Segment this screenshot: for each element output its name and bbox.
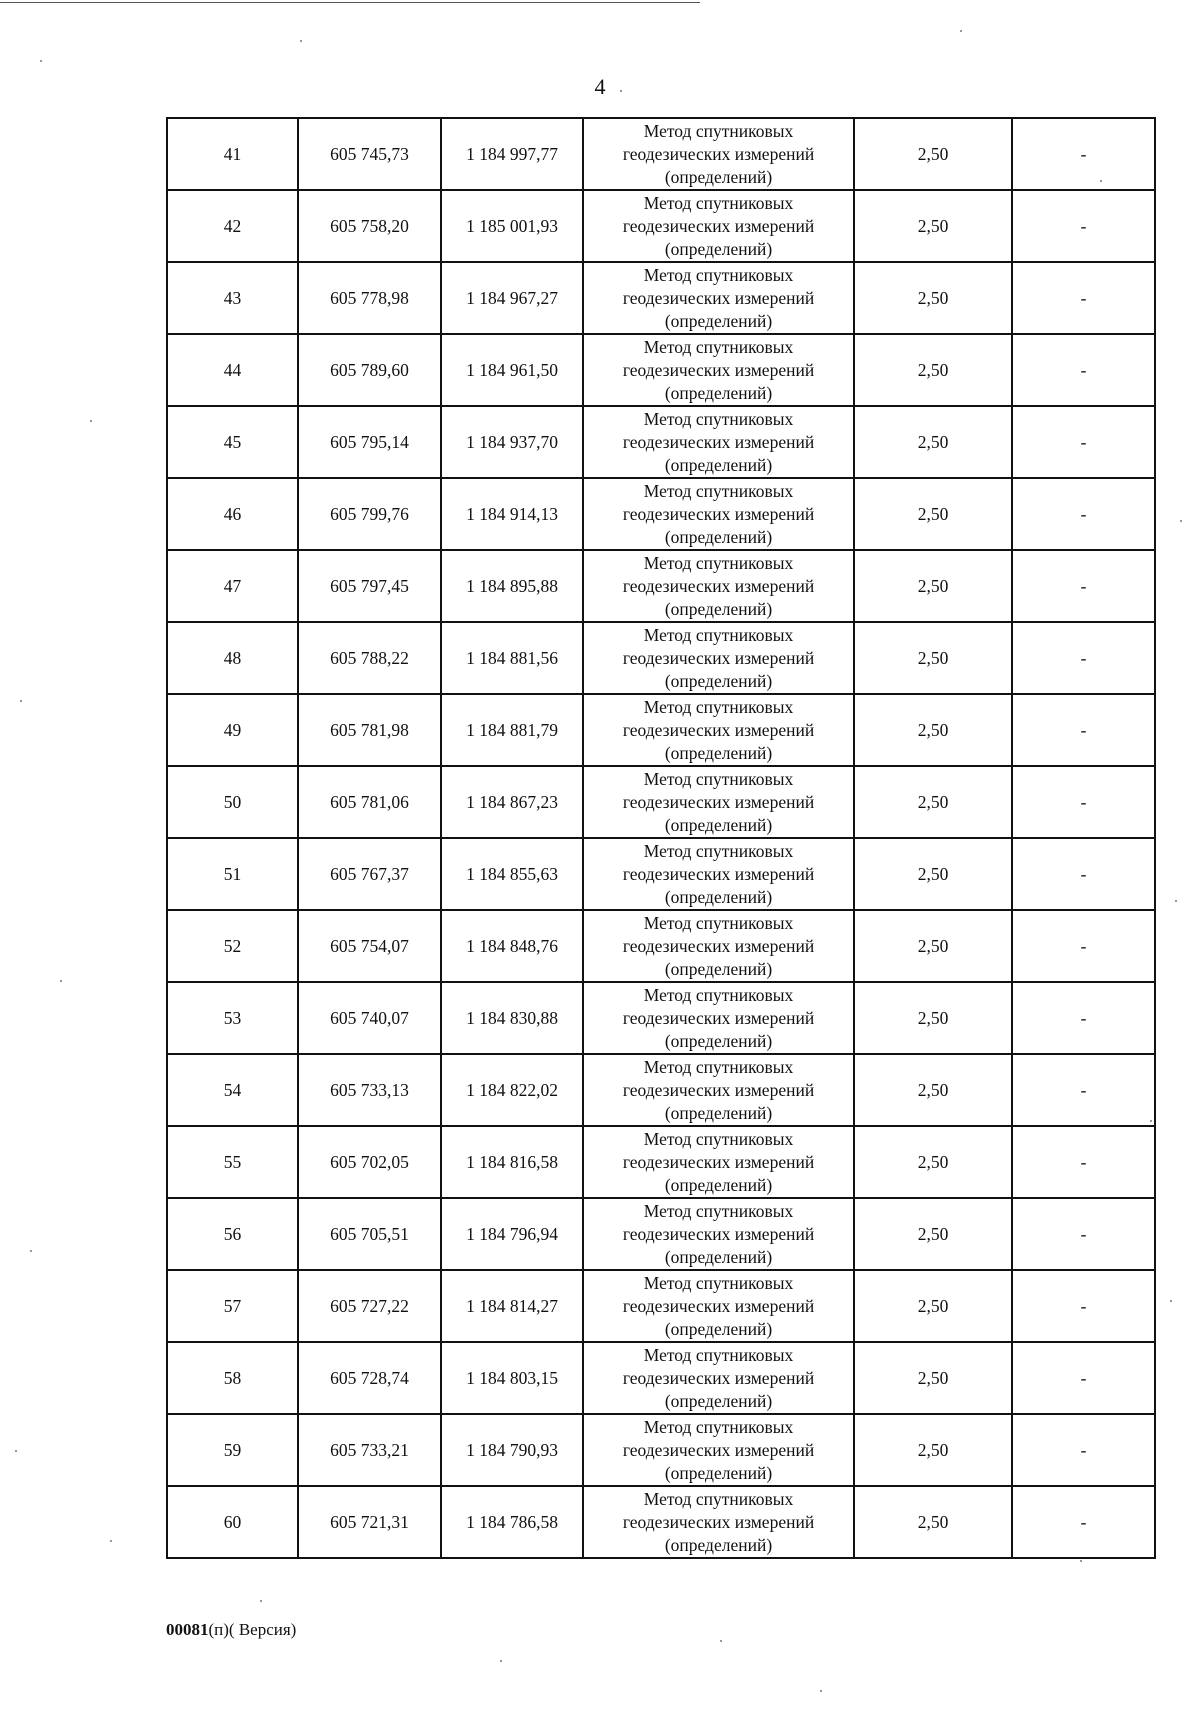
method-line: Метод спутниковых <box>643 840 794 861</box>
x-coordinate-cell: 605 789,60 <box>298 334 441 406</box>
method-line: Метод спутниковых <box>643 1344 794 1365</box>
accuracy-cell: 2,50 <box>854 190 1012 262</box>
x-coordinate-cell: 605 778,98 <box>298 262 441 334</box>
accuracy-cell: 2,50 <box>854 1342 1012 1414</box>
method-line: Метод спутниковых <box>643 408 794 429</box>
x-coordinate-cell: 605 799,76 <box>298 478 441 550</box>
method-line: Метод спутниковых <box>643 984 794 1005</box>
table-row <box>167 478 1155 550</box>
method-line: Метод спутниковых <box>643 624 794 645</box>
method-line: геодезических измерений <box>622 287 815 308</box>
x-coordinate-cell: 605 754,07 <box>298 910 441 982</box>
method-line: геодезических измерений <box>622 1079 815 1100</box>
method-line: геодезических измерений <box>622 935 815 956</box>
table-row <box>167 118 1155 190</box>
method-line: геодезических измерений <box>622 1439 815 1460</box>
y-coordinate-cell: 1 185 001,93 <box>441 190 583 262</box>
method-line: Метод спутниковых <box>643 1056 794 1077</box>
method-line: (определений) <box>664 1462 773 1483</box>
y-coordinate-cell: 1 184 816,58 <box>441 1126 583 1198</box>
x-coordinate-cell: 605 705,51 <box>298 1198 441 1270</box>
y-coordinate-cell: 1 184 867,23 <box>441 766 583 838</box>
table-row <box>167 622 1155 694</box>
x-coordinate-cell: 605 721,31 <box>298 1486 441 1558</box>
method-line: (определений) <box>664 886 773 907</box>
method-line: Метод спутниковых <box>643 120 794 141</box>
method-line: (определений) <box>664 670 773 691</box>
table-row <box>167 910 1155 982</box>
method-cell <box>583 910 854 982</box>
y-coordinate-cell: 1 184 997,77 <box>441 118 583 190</box>
method-line: (определений) <box>664 382 773 403</box>
x-coordinate-cell: 605 702,05 <box>298 1126 441 1198</box>
accuracy-cell: 2,50 <box>854 1198 1012 1270</box>
point-number-cell: 52 <box>167 910 298 982</box>
note-cell: - <box>1012 766 1155 838</box>
y-coordinate-cell: 1 184 786,58 <box>441 1486 583 1558</box>
method-line: геодезических измерений <box>622 359 815 380</box>
method-cell <box>583 1198 854 1270</box>
method-line: (определений) <box>664 1174 773 1195</box>
scan-speck <box>820 1690 822 1692</box>
method-cell <box>583 262 854 334</box>
accuracy-cell: 2,50 <box>854 694 1012 766</box>
method-cell <box>583 478 854 550</box>
table-row <box>167 1054 1155 1126</box>
x-coordinate-cell: 605 745,73 <box>298 118 441 190</box>
accuracy-cell: 2,50 <box>854 910 1012 982</box>
method-cell <box>583 334 854 406</box>
method-cell <box>583 1054 854 1126</box>
table-row <box>167 1126 1155 1198</box>
note-cell: - <box>1012 550 1155 622</box>
x-coordinate-cell: 605 728,74 <box>298 1342 441 1414</box>
note-cell: - <box>1012 190 1155 262</box>
point-number-cell: 45 <box>167 406 298 478</box>
method-line: геодезических измерений <box>622 1223 815 1244</box>
x-coordinate-cell: 605 767,37 <box>298 838 441 910</box>
method-line: (определений) <box>664 454 773 475</box>
note-cell: - <box>1012 334 1155 406</box>
method-line: Метод спутниковых <box>643 768 794 789</box>
x-coordinate-cell: 605 740,07 <box>298 982 441 1054</box>
y-coordinate-cell: 1 184 881,79 <box>441 694 583 766</box>
accuracy-cell: 2,50 <box>854 622 1012 694</box>
scan-speck <box>15 1450 17 1452</box>
table-row <box>167 406 1155 478</box>
method-line: (определений) <box>664 1102 773 1123</box>
method-cell <box>583 1486 854 1558</box>
table-row <box>167 694 1155 766</box>
point-number-cell: 60 <box>167 1486 298 1558</box>
x-coordinate-cell: 605 727,22 <box>298 1270 441 1342</box>
accuracy-cell: 2,50 <box>854 550 1012 622</box>
point-number-cell: 47 <box>167 550 298 622</box>
y-coordinate-cell: 1 184 961,50 <box>441 334 583 406</box>
scan-speck <box>1080 1560 1082 1562</box>
method-line: (определений) <box>664 814 773 835</box>
table-row <box>167 838 1155 910</box>
y-coordinate-cell: 1 184 790,93 <box>441 1414 583 1486</box>
scan-speck <box>1180 520 1182 522</box>
point-number-cell: 51 <box>167 838 298 910</box>
method-line: (определений) <box>664 238 773 259</box>
accuracy-cell: 2,50 <box>854 1270 1012 1342</box>
table-row <box>167 1342 1155 1414</box>
scan-speck <box>40 60 42 62</box>
method-cell <box>583 694 854 766</box>
method-line: Метод спутниковых <box>643 1200 794 1221</box>
method-line: геодезических измерений <box>622 143 815 164</box>
method-line: Метод спутниковых <box>643 1416 794 1437</box>
x-coordinate-cell: 605 781,06 <box>298 766 441 838</box>
method-line: геодезических измерений <box>622 1007 815 1028</box>
table-row <box>167 1270 1155 1342</box>
note-cell: - <box>1012 694 1155 766</box>
method-cell <box>583 1126 854 1198</box>
x-coordinate-cell: 605 795,14 <box>298 406 441 478</box>
accuracy-cell: 2,50 <box>854 478 1012 550</box>
method-line: (определений) <box>664 1318 773 1339</box>
point-number-cell: 50 <box>167 766 298 838</box>
method-line: (определений) <box>664 598 773 619</box>
method-line: геодезических измерений <box>622 647 815 668</box>
point-number-cell: 53 <box>167 982 298 1054</box>
method-line: геодезических измерений <box>622 431 815 452</box>
accuracy-cell: 2,50 <box>854 262 1012 334</box>
point-number-cell: 49 <box>167 694 298 766</box>
y-coordinate-cell: 1 184 822,02 <box>441 1054 583 1126</box>
method-cell <box>583 550 854 622</box>
point-number-cell: 44 <box>167 334 298 406</box>
method-line: Метод спутниковых <box>643 912 794 933</box>
top-border-line <box>0 2 700 3</box>
point-number-cell: 54 <box>167 1054 298 1126</box>
method-line: (определений) <box>664 310 773 331</box>
accuracy-cell: 2,50 <box>854 982 1012 1054</box>
method-line: (определений) <box>664 166 773 187</box>
note-cell: - <box>1012 1486 1155 1558</box>
scan-speck <box>960 30 962 32</box>
accuracy-cell: 2,50 <box>854 1126 1012 1198</box>
method-line: геодезических измерений <box>622 1151 815 1172</box>
method-cell <box>583 406 854 478</box>
method-line: (определений) <box>664 742 773 763</box>
y-coordinate-cell: 1 184 830,88 <box>441 982 583 1054</box>
method-line: геодезических измерений <box>622 1295 815 1316</box>
coordinates-table-body <box>167 118 1155 1558</box>
method-cell <box>583 1414 854 1486</box>
method-line: геодезических измерений <box>622 863 815 884</box>
method-line: (определений) <box>664 1390 773 1411</box>
method-line: Метод спутниковых <box>643 1488 794 1509</box>
page-number: 4 <box>594 74 606 99</box>
scan-speck <box>1175 900 1177 902</box>
accuracy-cell: 2,50 <box>854 1486 1012 1558</box>
method-cell <box>583 982 854 1054</box>
scan-speck <box>1100 180 1102 182</box>
scan-speck <box>620 90 622 92</box>
point-number-cell: 55 <box>167 1126 298 1198</box>
note-cell: - <box>1012 1198 1155 1270</box>
point-number-cell: 48 <box>167 622 298 694</box>
method-line: геодезических измерений <box>622 503 815 524</box>
note-cell: - <box>1012 1126 1155 1198</box>
point-number-cell: 57 <box>167 1270 298 1342</box>
method-cell <box>583 190 854 262</box>
scan-speck <box>20 700 22 702</box>
document-code <box>166 1620 296 1640</box>
method-line: геодезических измерений <box>622 1511 815 1532</box>
y-coordinate-cell: 1 184 914,13 <box>441 478 583 550</box>
x-coordinate-cell: 605 788,22 <box>298 622 441 694</box>
scan-speck <box>1170 1300 1172 1302</box>
method-line: Метод спутниковых <box>643 192 794 213</box>
accuracy-cell: 2,50 <box>854 838 1012 910</box>
scan-speck <box>1150 1120 1152 1122</box>
scan-speck <box>30 1250 32 1252</box>
table-row <box>167 1198 1155 1270</box>
y-coordinate-cell: 1 184 937,70 <box>441 406 583 478</box>
scan-speck <box>260 1600 262 1602</box>
table-row <box>167 262 1155 334</box>
method-line: Метод спутниковых <box>643 1272 794 1293</box>
method-cell <box>583 766 854 838</box>
x-coordinate-cell: 605 781,98 <box>298 694 441 766</box>
x-coordinate-cell: 605 733,13 <box>298 1054 441 1126</box>
method-line: (определений) <box>664 526 773 547</box>
accuracy-cell: 2,50 <box>854 766 1012 838</box>
x-coordinate-cell: 605 797,45 <box>298 550 441 622</box>
note-cell: - <box>1012 478 1155 550</box>
point-number-cell: 43 <box>167 262 298 334</box>
table-row <box>167 982 1155 1054</box>
note-cell: - <box>1012 1342 1155 1414</box>
y-coordinate-cell: 1 184 855,63 <box>441 838 583 910</box>
method-line: Метод спутниковых <box>643 336 794 357</box>
y-coordinate-cell: 1 184 895,88 <box>441 550 583 622</box>
method-line: (определений) <box>664 958 773 979</box>
method-line: Метод спутниковых <box>643 696 794 717</box>
method-cell <box>583 1270 854 1342</box>
method-line: геодезических измерений <box>622 1367 815 1388</box>
method-cell <box>583 1342 854 1414</box>
note-cell: - <box>1012 1054 1155 1126</box>
method-line: Метод спутниковых <box>643 480 794 501</box>
accuracy-cell: 2,50 <box>854 1414 1012 1486</box>
method-line: Метод спутниковых <box>643 264 794 285</box>
note-cell: - <box>1012 262 1155 334</box>
document-code-number: 00081 <box>166 1620 209 1639</box>
method-line: геодезических измерений <box>622 575 815 596</box>
accuracy-cell: 2,50 <box>854 118 1012 190</box>
method-line: (определений) <box>664 1534 773 1555</box>
scan-speck <box>720 1640 722 1642</box>
note-cell: - <box>1012 1270 1155 1342</box>
point-number-cell: 42 <box>167 190 298 262</box>
table-row <box>167 766 1155 838</box>
note-cell: - <box>1012 1414 1155 1486</box>
y-coordinate-cell: 1 184 881,56 <box>441 622 583 694</box>
method-cell <box>583 838 854 910</box>
point-number-cell: 56 <box>167 1198 298 1270</box>
method-line: геодезических измерений <box>622 791 815 812</box>
note-cell: - <box>1012 622 1155 694</box>
method-line: (определений) <box>664 1246 773 1267</box>
x-coordinate-cell: 605 758,20 <box>298 190 441 262</box>
note-cell: - <box>1012 838 1155 910</box>
x-coordinate-cell: 605 733,21 <box>298 1414 441 1486</box>
coordinates-table <box>166 117 1156 1559</box>
point-number-cell: 59 <box>167 1414 298 1486</box>
method-line: Метод спутниковых <box>643 552 794 573</box>
point-number-cell: 41 <box>167 118 298 190</box>
scan-speck <box>90 420 92 422</box>
note-cell: - <box>1012 982 1155 1054</box>
note-cell: - <box>1012 910 1155 982</box>
table-row <box>167 550 1155 622</box>
y-coordinate-cell: 1 184 967,27 <box>441 262 583 334</box>
table-row <box>167 334 1155 406</box>
method-cell <box>583 118 854 190</box>
y-coordinate-cell: 1 184 796,94 <box>441 1198 583 1270</box>
note-cell: - <box>1012 118 1155 190</box>
scan-speck <box>500 1660 502 1662</box>
accuracy-cell: 2,50 <box>854 406 1012 478</box>
scan-speck <box>300 40 302 42</box>
y-coordinate-cell: 1 184 848,76 <box>441 910 583 982</box>
method-line: Метод спутниковых <box>643 1128 794 1149</box>
point-number-cell: 58 <box>167 1342 298 1414</box>
table-row <box>167 1414 1155 1486</box>
note-cell: - <box>1012 406 1155 478</box>
point-number-cell: 46 <box>167 478 298 550</box>
y-coordinate-cell: 1 184 814,27 <box>441 1270 583 1342</box>
accuracy-cell: 2,50 <box>854 334 1012 406</box>
scan-speck <box>60 980 62 982</box>
scan-speck <box>110 1540 112 1542</box>
document-code-suffix: (п)( Версия) <box>208 1620 297 1639</box>
y-coordinate-cell: 1 184 803,15 <box>441 1342 583 1414</box>
method-line: геодезических измерений <box>622 719 815 740</box>
method-line: геодезических измерений <box>622 215 815 236</box>
method-line: (определений) <box>664 1030 773 1051</box>
table-row <box>167 1486 1155 1558</box>
method-cell <box>583 622 854 694</box>
table-row <box>167 190 1155 262</box>
accuracy-cell: 2,50 <box>854 1054 1012 1126</box>
